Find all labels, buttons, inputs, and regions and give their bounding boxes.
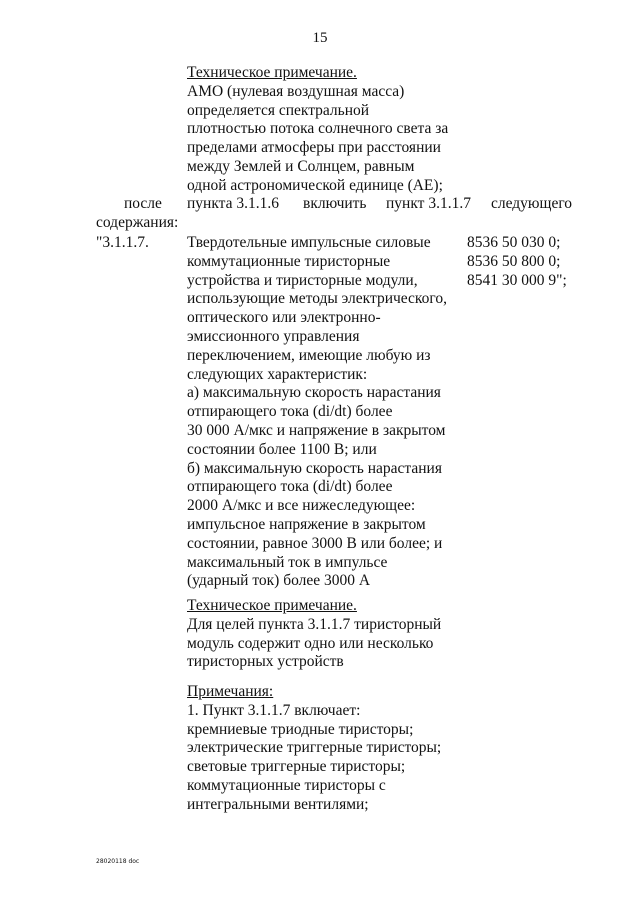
item-line: переключением, имеющие любую из (187, 346, 431, 364)
item-line: эмиссионного управления (187, 327, 360, 345)
customs-code: 8541 30 000 9"; (467, 271, 567, 289)
tech-note-1-line: определяется спектральной (187, 101, 370, 119)
tech-note-1-line: АМО (нулевая воздушная масса) (187, 82, 405, 100)
insertion-content: содержания: (96, 214, 179, 231)
notes-line: 1. Пункт 3.1.1.7 включает: (187, 701, 361, 719)
notes-line: электрические триггерные тиристоры; (187, 739, 442, 757)
item-line: а) максимальную скорость нарастания (187, 384, 441, 402)
tech-note-2-heading: Техническое примечание. (187, 597, 357, 614)
insertion-point-1: пункта 3.1.1.6 (187, 195, 280, 212)
tech-note-1-line: пределами атмосферы при расстоянии (187, 139, 441, 157)
notes-section (187, 683, 441, 815)
tech-note-2-line: тиристорных устройств (187, 653, 344, 671)
page-number: 15 (312, 30, 328, 46)
customs-code: 8536 50 030 0; (467, 234, 561, 251)
item-number: "3.1.1.7. (96, 234, 149, 251)
tech-note-2-line: Для целей пункта 3.1.1.7 тиристорный (187, 615, 442, 633)
customs-code: 8536 50 800 0; (467, 252, 561, 270)
item-line: отпирающего тока (di/dt) более (187, 478, 393, 496)
tech-note-1 (187, 64, 448, 196)
customs-codes (467, 234, 567, 290)
item-line: устройства и тиристорные модули, (187, 271, 418, 289)
item-line: отпирающего тока (di/dt) более (187, 403, 393, 421)
item-description (187, 234, 447, 591)
insertion-point-2: пункт 3.1.1.7 (386, 195, 471, 212)
item-line: состоянии более 1100 В; или (187, 440, 377, 458)
tech-note-2 (187, 597, 441, 672)
tech-note-2-line: модуль содержит одно или несколько (187, 634, 434, 652)
insertion-include: включить (303, 195, 367, 212)
notes-line: коммутационные тиристоры с (187, 776, 386, 794)
item-line: оптического или электронно- (187, 309, 381, 327)
notes-heading: Примечания: (187, 683, 274, 700)
item-line: Твердотельные импульсные силовые (187, 234, 431, 251)
tech-note-1-heading: Техническое примечание. (187, 64, 357, 81)
item-line: импульсное напряжение в закрытом (187, 515, 426, 533)
item-line: 30 000 А/мкс и напряжение в закрытом (187, 421, 446, 439)
footer-file-id: 28020118 doc (96, 858, 140, 865)
tech-note-1-line: между Землей и Солнцем, равным (187, 157, 415, 175)
notes-line: интегральными вентилями; (187, 795, 369, 813)
item-line: 2000 А/мкс и все нижеследующее: (187, 497, 416, 515)
item-line: коммутационные тиристорные (187, 252, 391, 270)
item-line: следующих характеристик: (187, 365, 368, 383)
item-line: максимальный ток в импульсе (187, 553, 388, 571)
item-line: использующие методы электрического, (187, 290, 448, 308)
notes-line: световые триггерные тиристоры; (187, 758, 406, 776)
insertion-after: после (124, 195, 162, 212)
insertion-following: следующего (491, 195, 573, 212)
item-line: (ударный ток) более 3000 А (187, 572, 371, 590)
item-line: состоянии, равное 3000 В или более; и (187, 534, 443, 552)
item-line: б) максимальную скорость нарастания (187, 459, 442, 477)
tech-note-1-line: одной астрономической единице (АЕ); (187, 176, 443, 194)
notes-line: кремниевые триодные тиристоры; (187, 720, 414, 738)
tech-note-1-line: плотностью потока солнечного света за (187, 120, 449, 138)
